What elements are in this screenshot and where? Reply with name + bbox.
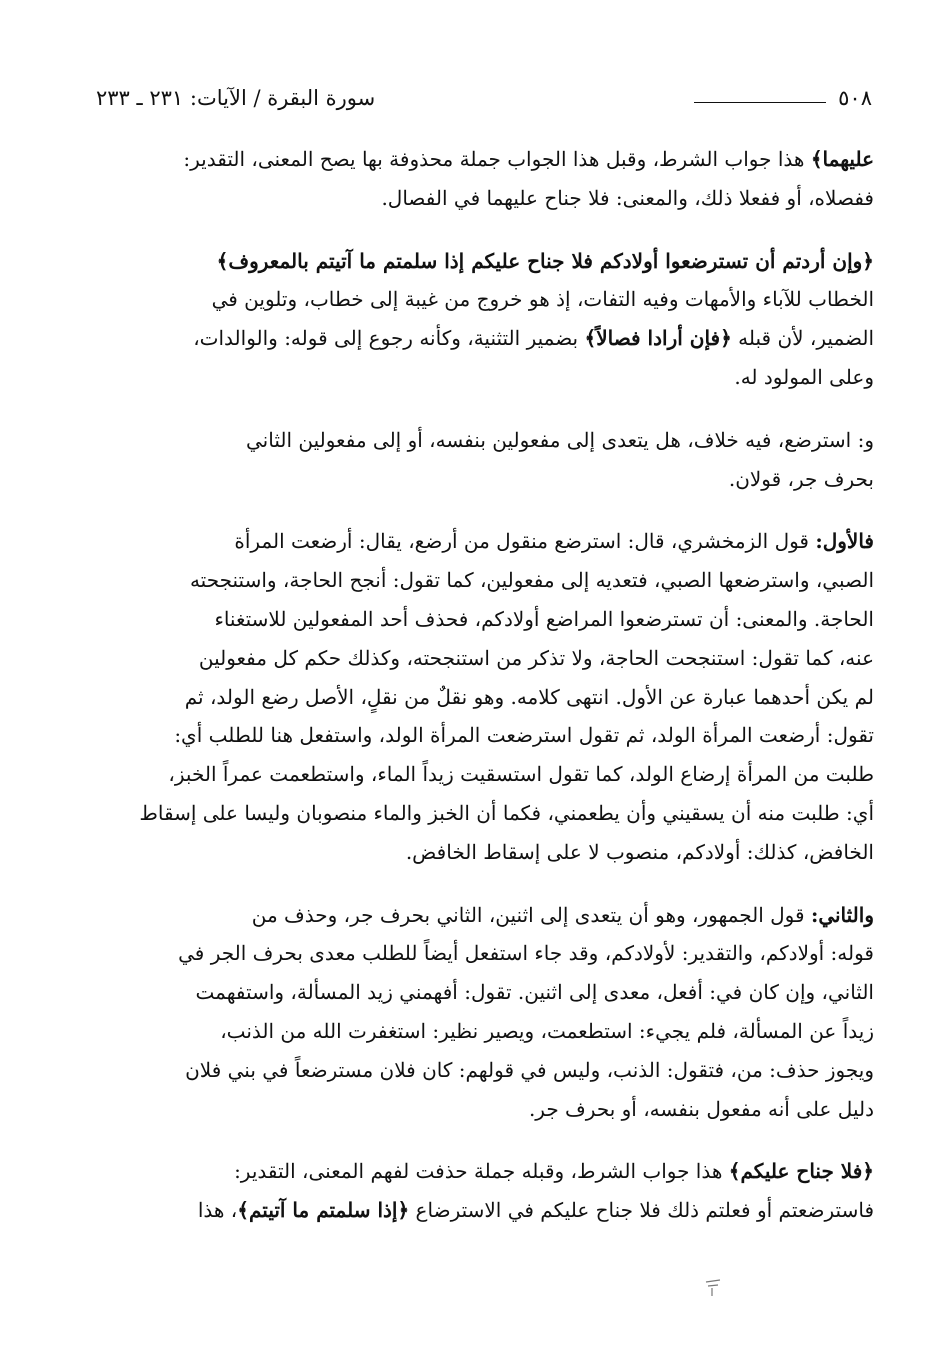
- print-smudge-mark: [700, 1272, 730, 1302]
- text-span: الصبي، واسترضعها الصبي، فتعديه إلى مفعولين، كما تقول: أنجح الحاجة، واستنجحته: [189, 568, 874, 593]
- paragraph: [92, 140, 874, 218]
- text-line: [92, 140, 874, 179]
- text-line: [92, 794, 874, 833]
- text-line: [92, 639, 874, 678]
- text-span: الخطاب للآباء والأمهات وفيه التفات، إذ هو خروج من غيبة إلى خطاب، وتلوين في: [211, 287, 874, 312]
- bold-text-span: والثاني:: [810, 902, 874, 927]
- paragraph: [92, 522, 874, 871]
- text-span: هذا جواب الشرط، وقبل هذا الجواب جملة محذوفة بها يصح المعنى، التقدير:: [183, 147, 811, 171]
- bold-text-span: عليهما﴾: [810, 147, 874, 171]
- paragraph: [92, 896, 874, 1129]
- bold-text-span: فالأول:: [815, 529, 874, 554]
- text-line: [92, 716, 874, 755]
- text-line: [92, 358, 874, 397]
- text-span: ففصلاه، أو ففعلا ذلك، والمعنى: فلا جناح عليهما في الفصال.: [381, 185, 874, 210]
- text-span: هذا جواب الشرط، وقبله جملة حذفت لفهم المعنى، التقدير:: [234, 1159, 729, 1184]
- text-span: و: استرضع، فيه خلاف، هل يتعدى إلى مفعولين بنفسه، أو إلى مفعولين الثاني: [246, 427, 874, 452]
- bold-text-span: ﴿فإن أرادا فصالاً﴾: [584, 326, 732, 351]
- text-line: [92, 421, 874, 460]
- text-span: قول الجمهور، وهو أن يتعدى إلى اثنين، الثاني بحرف جر، وحذف من: [251, 902, 811, 927]
- bold-text-span: ﴿وإن أردتم أن تسترضعوا أولادكم فلا جناح عليكم إذا سلمتم ما آتيتم بالمعروف﴾: [216, 248, 874, 273]
- text-line: [92, 561, 874, 600]
- text-line: [92, 522, 874, 561]
- text-span: لم يكن أحدهما عبارة عن الأول. انتهى كلامه. وهو نقلٌ من نقلٍ، الأصل رضع الولد، ثم: [184, 684, 874, 709]
- text-line: [92, 242, 874, 281]
- text-span: زيداً عن المسألة، فلم يجيء: استطعمت، ويصير نظير: استغفرت الله من الذنب،: [220, 1018, 874, 1043]
- text-line: [92, 973, 874, 1012]
- text-line: [92, 1012, 874, 1051]
- text-span: تقول: أرضعت المرأة الولد، ثم تقول استرضعت المرأة الولد، واستفعل هنا للطلب أي:: [174, 723, 874, 748]
- text-span: الضمير، لأن قبله: [731, 326, 874, 351]
- running-title: سورة البقرة / الآيات: ٢٣١ ـ ٢٣٣: [96, 86, 376, 110]
- bold-text-span: ﴿فلا جناح عليكم﴾: [728, 1159, 874, 1184]
- text-span: فاسترضعتم أو فعلتم ذلك فلا جناح عليكم في الاسترضاع: [409, 1198, 874, 1223]
- text-line: [92, 1191, 874, 1230]
- text-span: ، هذا: [197, 1198, 238, 1223]
- text-line: [92, 833, 874, 872]
- text-span: الخافض، كذلك: أولادكم، منصوب لا على إسقاط الخافض.: [405, 839, 874, 864]
- paragraph: [92, 242, 874, 397]
- text-span: وعلى المولود له.: [734, 364, 874, 389]
- text-span: ويجوز حذف: من، فتقول: الذنب، وليس في قولهم: كان فلان مسترضعاً في بني فلان: [185, 1057, 874, 1082]
- text-line: [92, 1090, 874, 1129]
- text-span: أي: طلبت منه أن يسقيني وأن يطعمني، فكما أن الخبز والماء منصوبان وليسا على إسقاط: [139, 800, 874, 825]
- text-span: الحاجة. والمعنى: أن تسترضعوا المراضع أولادكم، فحذف أحد المفعولين للاستغناء: [214, 606, 874, 631]
- text-line: [92, 319, 874, 358]
- text-line: [92, 1152, 874, 1191]
- text-span: قوله: أولادكم، والتقدير: لأولادكم، وقد جاء استفعل أيضاً للطلب معدى بحرف الجر في: [178, 941, 874, 966]
- text-span: قول الزمخشري، قال: استرضع منقول من أرضع، يقال: أرضعت المرأة: [234, 529, 816, 554]
- body-text: [92, 140, 874, 1230]
- page-header: [96, 80, 872, 120]
- text-span: عنه، كما تقول: استنجحت الحاجة، ولا تذكر من استنجحته، وكذلك حكم كل مفعولين: [198, 645, 874, 670]
- text-line: [92, 460, 874, 499]
- text-line: [92, 678, 874, 717]
- text-line: [92, 600, 874, 639]
- page-number: ٥٠٨: [838, 86, 872, 110]
- paragraph: [92, 421, 874, 499]
- text-line: [92, 896, 874, 935]
- text-line: [92, 280, 874, 319]
- text-span: دليل على أنه مفعول بنفسه، أو بحرف جر.: [528, 1096, 874, 1121]
- header-rule: [694, 102, 826, 103]
- paragraph: [92, 1152, 874, 1230]
- text-span: طلبت من المرأة إرضاع الولد، كما تقول استسقيت زيداً الماء، واستطعمت عمراً الخبز،: [168, 762, 874, 787]
- text-span: بضمير التثنية، وكأنه رجوع إلى قوله: والوالدات،: [193, 326, 585, 351]
- text-line: [92, 934, 874, 973]
- text-line: [92, 755, 874, 794]
- text-span: الثاني، وإن كان في: أفعل، معدى إلى اثنين. تقول: أفهمني زيد المسألة، واستفهمت: [195, 980, 874, 1005]
- text-span: بحرف جر، قولان.: [728, 466, 874, 491]
- text-line: [92, 179, 874, 218]
- text-line: [92, 1051, 874, 1090]
- bold-text-span: ﴿إذا سلمتم ما آتيتم﴾: [237, 1198, 410, 1223]
